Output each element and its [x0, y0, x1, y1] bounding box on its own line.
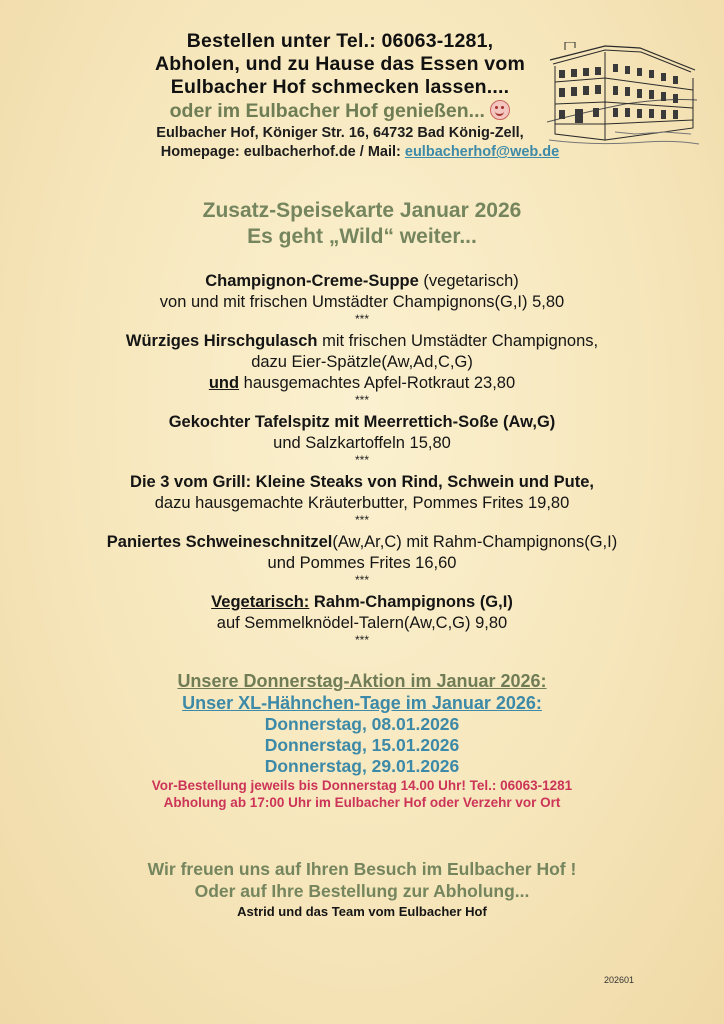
- dish-item: Champignon-Creme-Suppe (vegetarisch) von und mit frischen Umstädter Champignons(G,I) 5,80: [159, 272, 565, 311]
- order-phone-line: Bestellen unter Tel.: 06063-1281,: [186, 30, 494, 52]
- thursday-promo: [0, 670, 724, 811]
- smiley-icon: [490, 100, 510, 120]
- enjoy-line: Eulbacher Hof schmecken lassen....: [170, 76, 510, 98]
- dine-in-line: oder im Eulbacher Hof genießen...: [60, 99, 620, 124]
- dish-list: [40, 271, 684, 652]
- separator: ***: [354, 573, 369, 587]
- homepage-line: [60, 143, 620, 162]
- dish-item: Paniertes Schweineschnitzel(Aw,Ar,C) mit Rahm-Champignons(G,I) und Pommes Frites 16,60: [106, 533, 618, 572]
- separator: ***: [354, 312, 369, 326]
- pickup-note: Abholung ab 17:00 Uhr im Eulbacher Hof oder Verzehr vor Ort: [163, 795, 561, 810]
- promo-date: Donnerstag, 15.01.2026: [264, 735, 460, 755]
- signature-line: Astrid und das Team vom Eulbacher Hof: [237, 904, 487, 919]
- homepage-text: Homepage: eulbacherhof.de / Mail:: [160, 144, 405, 160]
- preorder-note: Vor-Bestellung jeweils bis Donnerstag 14.00 Uhr! Tel.: 06063-1281: [151, 778, 573, 793]
- promo-date: Donnerstag, 08.01.2026: [264, 714, 460, 734]
- separator: ***: [354, 633, 369, 647]
- closing-line2: Oder auf Ihre Bestellung zur Abholung...: [194, 881, 530, 901]
- dish-item: Vegetarisch: Rahm-Champignons (G,I) auf Semmelknödel-Talern(Aw,C,G) 9,80: [211, 593, 513, 632]
- promo-subtitle: Unser XL-Hähnchen-Tage im Januar 2026:: [182, 693, 542, 713]
- order-header: [60, 30, 620, 162]
- separator: ***: [354, 513, 369, 527]
- separator: ***: [354, 393, 369, 407]
- promo-title: Unsere Donnerstag-Aktion im Januar 2026:: [177, 671, 547, 691]
- menu-heading: [0, 198, 724, 250]
- promo-date: Donnerstag, 29.01.2026: [264, 756, 460, 776]
- menu-title: Zusatz-Speisekarte Januar 2026: [202, 199, 522, 222]
- dish-item: Die 3 vom Grill: Kleine Steaks von Rind, Schwein und Pute, dazu hausgemachte Kräuterbutter, Pommes Frites 19,80: [130, 473, 594, 512]
- dish-item: Gekochter Tafelspitz mit Meerrettich-Soße (Aw,G) und Salzkartoffeln 15,80: [168, 413, 556, 452]
- mail-link[interactable]: eulbacherhof@web.de: [404, 144, 560, 160]
- closing-message: [0, 858, 724, 922]
- separator: ***: [354, 453, 369, 467]
- address-line: Eulbacher Hof, Königer Str. 16, 64732 Bad König-Zell,: [156, 125, 524, 141]
- dish-item: Würziges Hirschgulasch mit frischen Umstädter Champignons, dazu Eier-Spätzle(Aw,Ad,C,G) und hausgemachtes Apfel-Rotkraut 23,80: [125, 332, 599, 392]
- document-code: 202601: [604, 975, 635, 985]
- pickup-line: Abholen, und zu Hause das Essen vom: [155, 53, 525, 75]
- house-sketch-icon: [545, 42, 700, 150]
- closing-line1: Wir freuen uns auf Ihren Besuch im Eulbacher Hof !: [147, 859, 577, 879]
- menu-subtitle: Es geht „Wild“ weiter...: [247, 225, 477, 248]
